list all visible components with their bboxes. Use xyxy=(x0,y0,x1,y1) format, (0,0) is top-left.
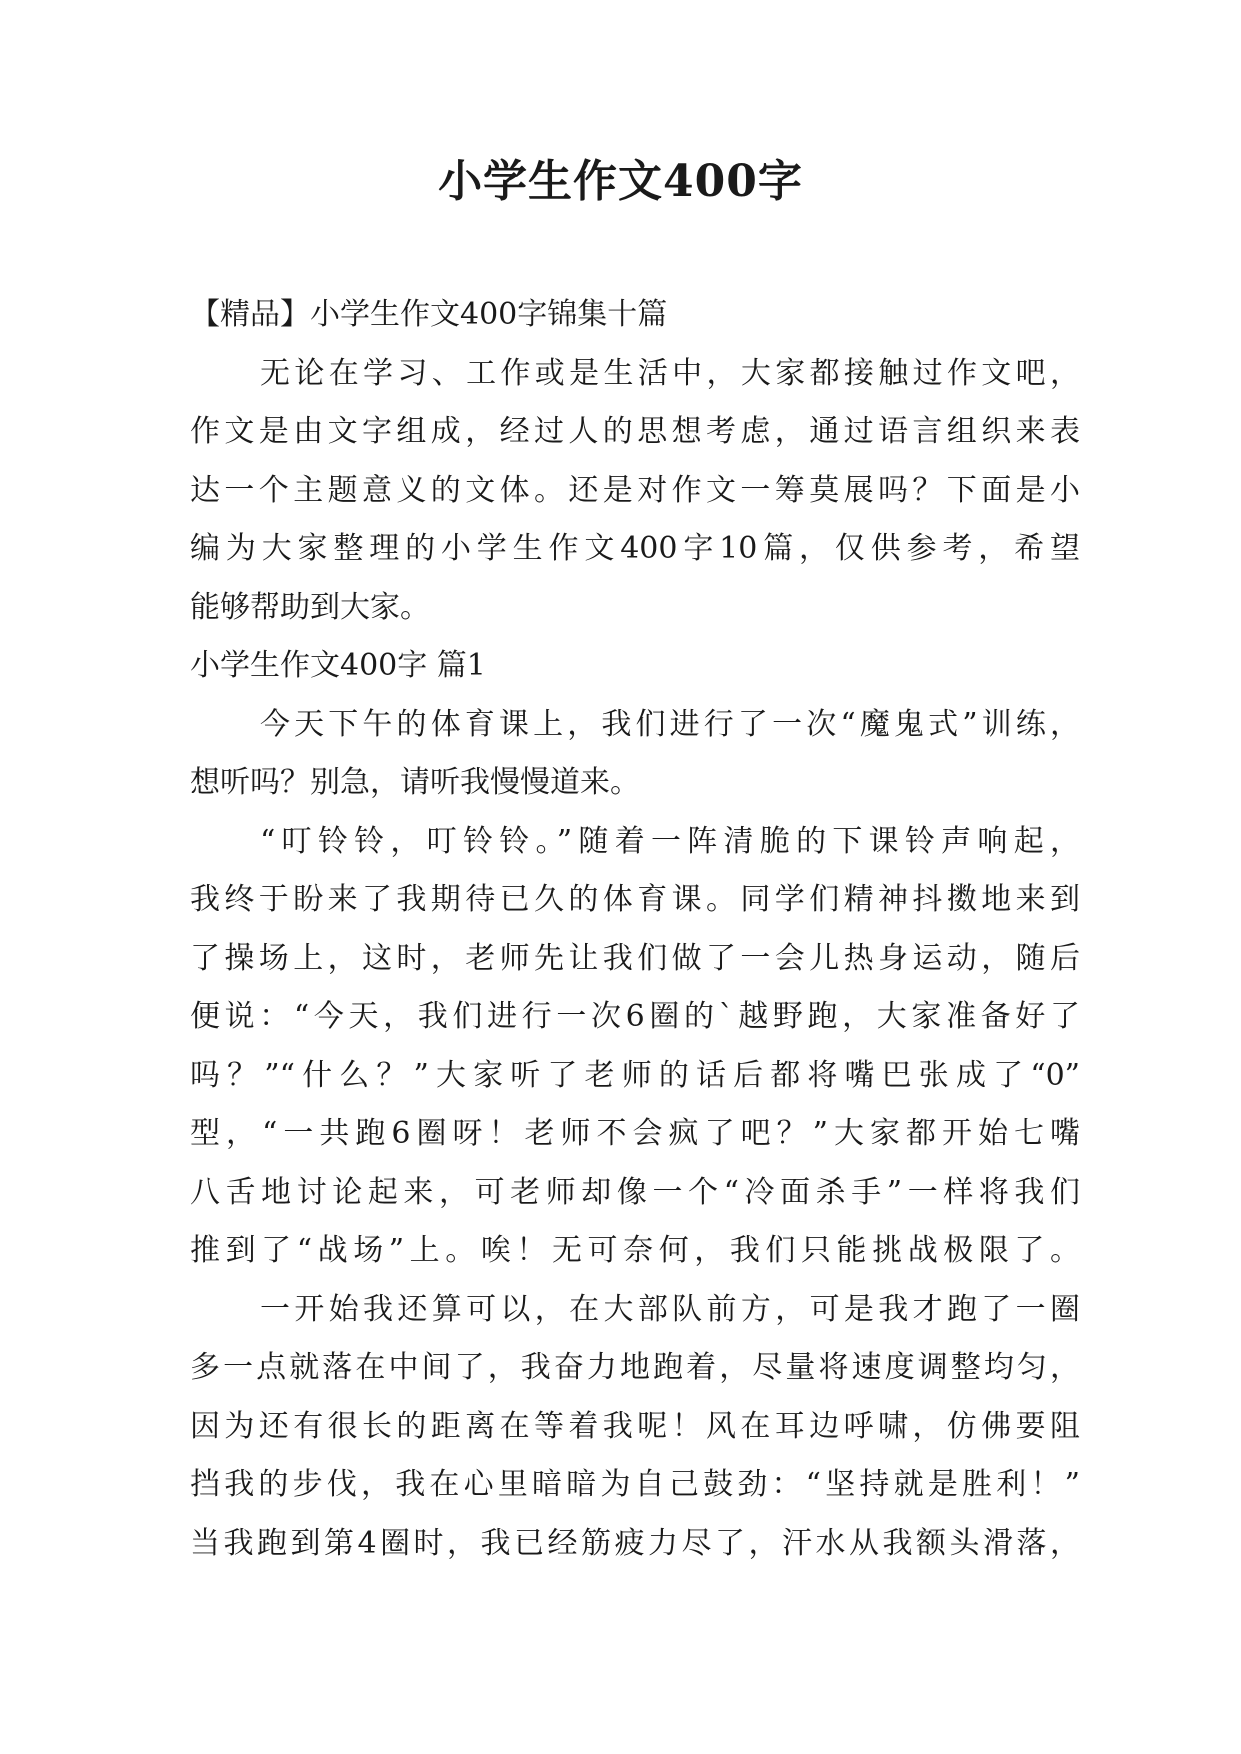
text-line: 便说：“今天，我们进行一次6圈的`越野跑，大家准备好了 xyxy=(190,999,1080,1034)
text-line: 型，“一共跑6圈呀！老师不会疯了吧？”大家都开始七嘴 xyxy=(190,1116,1080,1151)
text-line: 编为大家整理的小学生作文400字10篇，仅供参考，希望 xyxy=(190,531,1080,566)
text-line: 吗？”“什么？”大家听了老师的话后都将嘴巴张成了“0” xyxy=(190,1057,1080,1093)
text-line: 八舌地讨论起来，可老师却像一个“冷面杀手”一样将我们 xyxy=(190,1174,1080,1210)
text-line: 达一个主题意义的文体。还是对作文一筹莫展吗？下面是小 xyxy=(190,472,1080,508)
text-line: 挡我的步伐，我在心里暗暗为自己鼓劲：“坚持就是胜利！” xyxy=(190,1467,1080,1502)
text-line: 我终于盼来了我期待已久的体育课。同学们精神抖擞地来到 xyxy=(190,882,1080,917)
text-line: “叮铃铃，叮铃铃。”随着一阵清脆的下课铃声响起， xyxy=(260,823,1080,859)
text-line: 一开始我还算可以，在大部队前方，可是我才跑了一圈 xyxy=(260,1291,1080,1327)
text-line: 想听吗？别急，请听我慢慢道来。 xyxy=(190,765,640,800)
text-line: 无论在学习、工作或是生活中，大家都接触过作文吧， xyxy=(260,355,1080,391)
section-heading: 小学生作文400字 篇1 xyxy=(190,648,486,683)
text-line: 作文是由文字组成，经过人的思想考虑，通过语言组织来表 xyxy=(190,414,1080,449)
text-line: 推到了“战场”上。唉！无可奈何，我们只能挑战极限了。 xyxy=(190,1233,1080,1268)
text-line: 了操场上，这时，老师先让我们做了一会儿热身运动，随后 xyxy=(190,940,1080,976)
text-line: 【精品】小学生作文400字锦集十篇 xyxy=(190,297,668,332)
text-line: 今天下午的体育课上，我们进行了一次“魔鬼式”训练， xyxy=(260,706,1080,742)
text-line: 因为还有很长的距离在等着我呢！风在耳边呼啸，仿佛要阻 xyxy=(190,1408,1080,1444)
text-line: 多一点就落在中间了，我奋力地跑着，尽量将速度调整均匀， xyxy=(190,1350,1080,1385)
text-line: 能够帮助到大家。 xyxy=(190,589,430,625)
document-body xyxy=(190,286,1080,1573)
text-line: 当我跑到第4圈时，我已经筋疲力尽了，汗水从我额头滑落， xyxy=(190,1525,1080,1561)
document-title: 小学生作文400字 xyxy=(438,156,803,207)
